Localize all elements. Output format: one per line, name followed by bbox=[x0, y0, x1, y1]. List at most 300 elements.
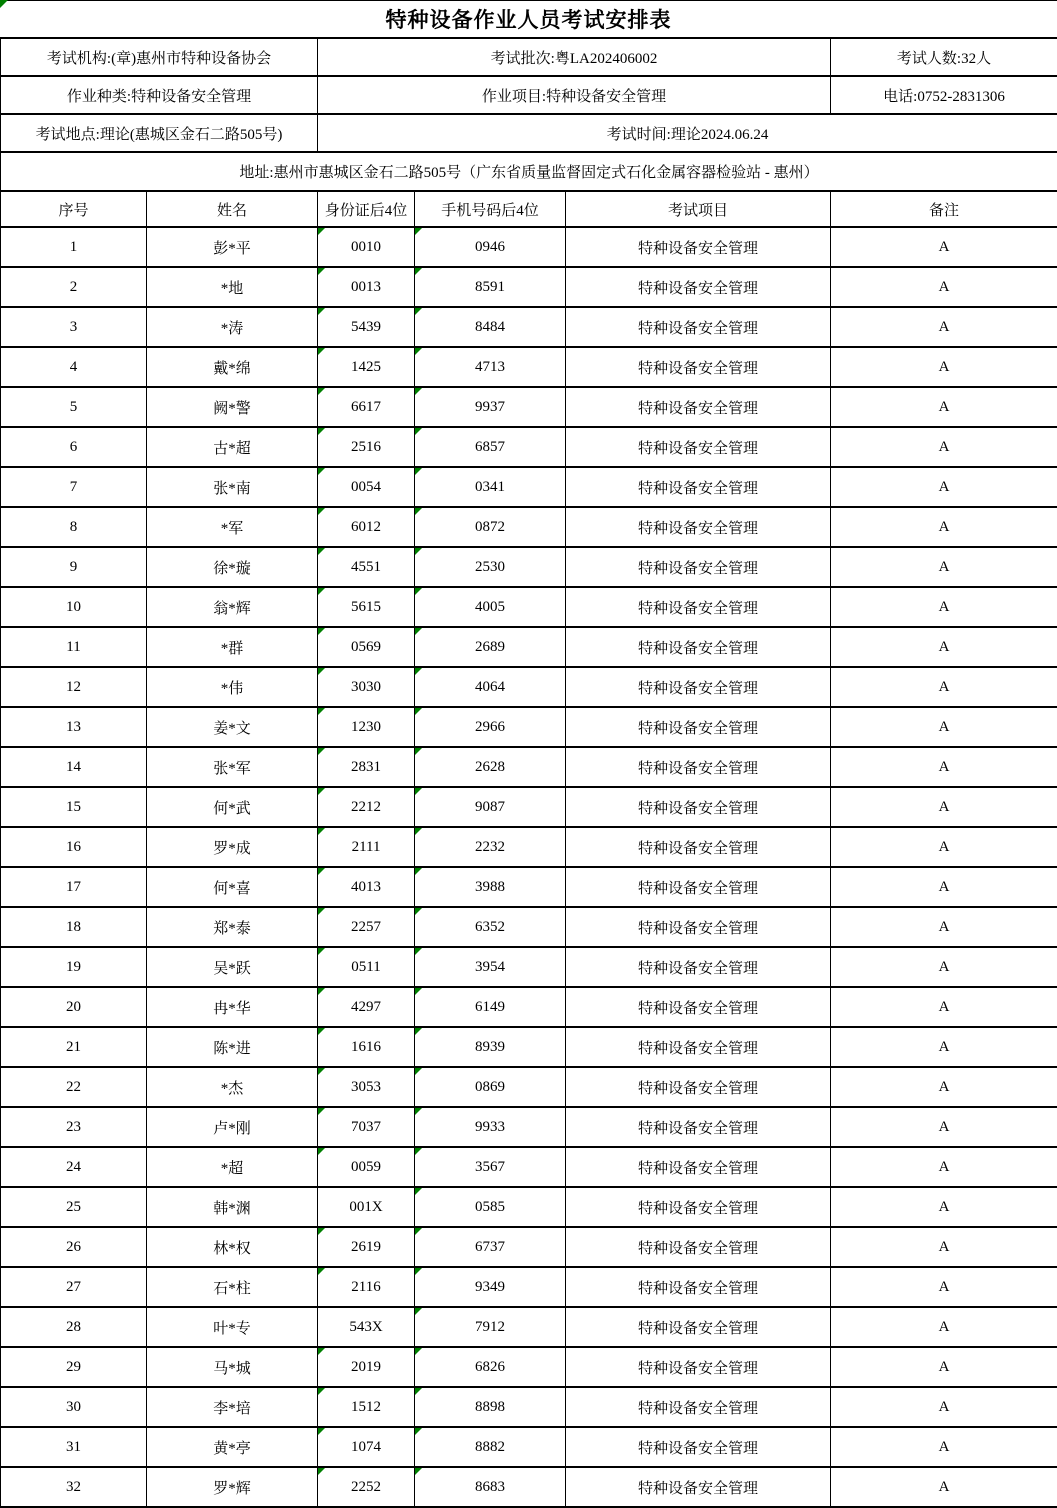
cell-remark: A bbox=[831, 1307, 1057, 1347]
cell-exam-project: 特种设备安全管理 bbox=[566, 1427, 831, 1467]
cell-exam-project: 特种设备安全管理 bbox=[566, 867, 831, 907]
number-stored-as-text-icon bbox=[318, 908, 325, 915]
address-row bbox=[1, 152, 1057, 191]
cell-name: 罗*成 bbox=[147, 827, 318, 867]
cell-phone-last4: 8591 bbox=[415, 267, 566, 307]
cell-remark: A bbox=[831, 427, 1057, 467]
cell-name: 吴*跃 bbox=[147, 947, 318, 987]
cell-phone-last4: 3567 bbox=[415, 1147, 566, 1187]
cell-name: 姜*文 bbox=[147, 707, 318, 747]
number-stored-as-text-icon bbox=[318, 948, 325, 955]
cell-phone-last4: 7912 bbox=[415, 1307, 566, 1347]
cell-remark: A bbox=[831, 467, 1057, 507]
cell-exam-project: 特种设备安全管理 bbox=[566, 267, 831, 307]
number-stored-as-text-icon bbox=[318, 228, 325, 235]
cell-exam-project: 特种设备安全管理 bbox=[566, 1387, 831, 1427]
cell-id-last4: 3053 bbox=[318, 1067, 415, 1107]
number-stored-as-text-icon bbox=[415, 868, 422, 875]
table-row bbox=[1, 1027, 1057, 1067]
cell-exam-project: 特种设备安全管理 bbox=[566, 947, 831, 987]
cell-id-last4: 2619 bbox=[318, 1227, 415, 1267]
cell-id-last4: 1074 bbox=[318, 1427, 415, 1467]
number-stored-as-text-icon bbox=[318, 1028, 325, 1035]
number-stored-as-text-icon bbox=[415, 1428, 422, 1435]
table-row bbox=[1, 627, 1057, 667]
cell-remark: A bbox=[831, 1027, 1057, 1067]
number-stored-as-text-icon bbox=[415, 1068, 422, 1075]
cell-serial: 5 bbox=[1, 387, 147, 427]
cell-phone-last4: 4005 bbox=[415, 587, 566, 627]
cell-phone-last4: 8484 bbox=[415, 307, 566, 347]
cell-serial: 2 bbox=[1, 267, 147, 307]
cell-serial: 3 bbox=[1, 307, 147, 347]
number-stored-as-text-icon bbox=[318, 988, 325, 995]
info-row-1 bbox=[1, 38, 1057, 76]
cell-name: 徐*璇 bbox=[147, 547, 318, 587]
table-row bbox=[1, 347, 1057, 387]
table-row bbox=[1, 707, 1057, 747]
cell-remark: A bbox=[831, 827, 1057, 867]
cell-remark: A bbox=[831, 1227, 1057, 1267]
cell-id-last4: 4013 bbox=[318, 867, 415, 907]
phone-number: 电话:0752-2831306 bbox=[831, 76, 1057, 114]
cell-name: 罗*辉 bbox=[147, 1467, 318, 1507]
table-row bbox=[1, 1267, 1057, 1307]
cell-serial: 30 bbox=[1, 1387, 147, 1427]
cell-phone-last4: 6857 bbox=[415, 427, 566, 467]
cell-id-last4: 7037 bbox=[318, 1107, 415, 1147]
number-stored-as-text-icon bbox=[318, 1148, 325, 1155]
cell-name: 彭*平 bbox=[147, 227, 318, 267]
table-row bbox=[1, 867, 1057, 907]
cell-id-last4: 0059 bbox=[318, 1147, 415, 1187]
cell-serial: 17 bbox=[1, 867, 147, 907]
cell-id-last4: 4297 bbox=[318, 987, 415, 1027]
number-stored-as-text-icon bbox=[318, 428, 325, 435]
cell-exam-project: 特种设备安全管理 bbox=[566, 467, 831, 507]
cell-exam-project: 特种设备安全管理 bbox=[566, 627, 831, 667]
number-stored-as-text-icon bbox=[415, 1348, 422, 1355]
cell-exam-project: 特种设备安全管理 bbox=[566, 1347, 831, 1387]
work-type: 作业种类:特种设备安全管理 bbox=[1, 76, 318, 114]
number-stored-as-text-icon bbox=[415, 548, 422, 555]
cell-exam-project: 特种设备安全管理 bbox=[566, 787, 831, 827]
cell-serial: 22 bbox=[1, 1067, 147, 1107]
number-stored-as-text-icon bbox=[415, 308, 422, 315]
cell-remark: A bbox=[831, 947, 1057, 987]
table-row bbox=[1, 1427, 1057, 1467]
number-stored-as-text-icon bbox=[415, 1468, 422, 1475]
cell-serial: 25 bbox=[1, 1187, 147, 1227]
table-row bbox=[1, 267, 1057, 307]
number-stored-as-text-icon bbox=[415, 788, 422, 795]
cell-exam-project: 特种设备安全管理 bbox=[566, 227, 831, 267]
number-stored-as-text-icon bbox=[415, 668, 422, 675]
cell-name: 卢*刚 bbox=[147, 1107, 318, 1147]
table-row bbox=[1, 547, 1057, 587]
table-row bbox=[1, 307, 1057, 347]
number-stored-as-text-icon bbox=[318, 468, 325, 475]
page-title: 特种设备作业人员考试安排表 bbox=[0, 0, 1057, 37]
exam-schedule-table bbox=[0, 37, 1057, 1508]
cell-phone-last4: 0946 bbox=[415, 227, 566, 267]
cell-phone-last4: 3988 bbox=[415, 867, 566, 907]
cell-serial: 27 bbox=[1, 1267, 147, 1307]
cell-name: *军 bbox=[147, 507, 318, 547]
cell-exam-project: 特种设备安全管理 bbox=[566, 587, 831, 627]
cell-exam-project: 特种设备安全管理 bbox=[566, 307, 831, 347]
cell-remark: A bbox=[831, 387, 1057, 427]
cell-serial: 4 bbox=[1, 347, 147, 387]
cell-name: 古*超 bbox=[147, 427, 318, 467]
cell-serial: 8 bbox=[1, 507, 147, 547]
table-row bbox=[1, 1347, 1057, 1387]
cell-serial: 32 bbox=[1, 1467, 147, 1507]
cell-id-last4: 3030 bbox=[318, 667, 415, 707]
number-stored-as-text-icon bbox=[318, 508, 325, 515]
number-stored-as-text-icon bbox=[318, 788, 325, 795]
cell-phone-last4: 9933 bbox=[415, 1107, 566, 1147]
number-stored-as-text-icon bbox=[415, 948, 422, 955]
table-row bbox=[1, 747, 1057, 787]
cell-id-last4: 2516 bbox=[318, 427, 415, 467]
cell-remark: A bbox=[831, 307, 1057, 347]
number-stored-as-text-icon bbox=[318, 1228, 325, 1235]
cell-id-last4: 2019 bbox=[318, 1347, 415, 1387]
cell-phone-last4: 8683 bbox=[415, 1467, 566, 1507]
cell-serial: 20 bbox=[1, 987, 147, 1027]
cell-id-last4: 1425 bbox=[318, 347, 415, 387]
cell-serial: 26 bbox=[1, 1227, 147, 1267]
number-stored-as-text-icon bbox=[318, 348, 325, 355]
table-header-row bbox=[1, 191, 1057, 227]
number-stored-as-text-icon bbox=[318, 268, 325, 275]
number-stored-as-text-icon bbox=[415, 1108, 422, 1115]
table-row bbox=[1, 587, 1057, 627]
table-row bbox=[1, 907, 1057, 947]
cell-serial: 14 bbox=[1, 747, 147, 787]
cell-remark: A bbox=[831, 1107, 1057, 1147]
table-row bbox=[1, 1107, 1057, 1147]
info-row-3 bbox=[1, 114, 1057, 152]
cell-name: *涛 bbox=[147, 307, 318, 347]
table-row bbox=[1, 787, 1057, 827]
cell-name: 石*柱 bbox=[147, 1267, 318, 1307]
cell-id-last4: 2257 bbox=[318, 907, 415, 947]
number-stored-as-text-icon bbox=[415, 588, 422, 595]
table-row bbox=[1, 507, 1057, 547]
cell-remark: A bbox=[831, 907, 1057, 947]
number-stored-as-text-icon bbox=[318, 388, 325, 395]
cell-id-last4: 6617 bbox=[318, 387, 415, 427]
cell-id-last4: 2831 bbox=[318, 747, 415, 787]
sheet-corner-green-triangle-icon bbox=[0, 0, 8, 8]
cell-remark: A bbox=[831, 1267, 1057, 1307]
cell-serial: 21 bbox=[1, 1027, 147, 1067]
table-row bbox=[1, 1227, 1057, 1267]
cell-name: 戴*绵 bbox=[147, 347, 318, 387]
cell-id-last4: 2116 bbox=[318, 1267, 415, 1307]
number-stored-as-text-icon bbox=[415, 1028, 422, 1035]
cell-exam-project: 特种设备安全管理 bbox=[566, 747, 831, 787]
exam-time: 考试时间:理论2024.06.24 bbox=[318, 114, 1057, 152]
table-row bbox=[1, 467, 1057, 507]
cell-remark: A bbox=[831, 1067, 1057, 1107]
table-row bbox=[1, 1187, 1057, 1227]
header-id-last4: 身份证后4位 bbox=[318, 191, 415, 227]
cell-name: 郑*泰 bbox=[147, 907, 318, 947]
number-stored-as-text-icon bbox=[415, 428, 422, 435]
cell-phone-last4: 0869 bbox=[415, 1067, 566, 1107]
cell-exam-project: 特种设备安全管理 bbox=[566, 1467, 831, 1507]
table-row bbox=[1, 667, 1057, 707]
number-stored-as-text-icon bbox=[415, 628, 422, 635]
cell-name: *地 bbox=[147, 267, 318, 307]
number-stored-as-text-icon bbox=[318, 708, 325, 715]
cell-remark: A bbox=[831, 867, 1057, 907]
cell-remark: A bbox=[831, 1387, 1057, 1427]
cell-phone-last4: 4713 bbox=[415, 347, 566, 387]
cell-id-last4: 1512 bbox=[318, 1387, 415, 1427]
cell-phone-last4: 2966 bbox=[415, 707, 566, 747]
cell-name: 叶*专 bbox=[147, 1307, 318, 1347]
cell-id-last4: 0013 bbox=[318, 267, 415, 307]
cell-phone-last4: 2689 bbox=[415, 627, 566, 667]
cell-phone-last4: 2232 bbox=[415, 827, 566, 867]
cell-name: *超 bbox=[147, 1147, 318, 1187]
cell-name: 张*南 bbox=[147, 467, 318, 507]
number-stored-as-text-icon bbox=[415, 1388, 422, 1395]
cell-phone-last4: 9937 bbox=[415, 387, 566, 427]
cell-id-last4: 1616 bbox=[318, 1027, 415, 1067]
cell-serial: 15 bbox=[1, 787, 147, 827]
cell-phone-last4: 6149 bbox=[415, 987, 566, 1027]
cell-serial: 9 bbox=[1, 547, 147, 587]
cell-exam-project: 特种设备安全管理 bbox=[566, 1107, 831, 1147]
number-stored-as-text-icon bbox=[415, 388, 422, 395]
cell-id-last4: 5439 bbox=[318, 307, 415, 347]
number-stored-as-text-icon bbox=[415, 1308, 422, 1315]
cell-remark: A bbox=[831, 587, 1057, 627]
number-stored-as-text-icon bbox=[318, 868, 325, 875]
cell-serial: 29 bbox=[1, 1347, 147, 1387]
cell-phone-last4: 9349 bbox=[415, 1267, 566, 1307]
number-stored-as-text-icon bbox=[318, 1068, 325, 1075]
table-row bbox=[1, 1147, 1057, 1187]
cell-remark: A bbox=[831, 987, 1057, 1027]
cell-exam-project: 特种设备安全管理 bbox=[566, 347, 831, 387]
cell-serial: 19 bbox=[1, 947, 147, 987]
exam-table-body bbox=[1, 227, 1057, 1507]
number-stored-as-text-icon bbox=[415, 828, 422, 835]
number-stored-as-text-icon bbox=[415, 748, 422, 755]
cell-phone-last4: 2530 bbox=[415, 547, 566, 587]
header-phone-last4: 手机号码后4位 bbox=[415, 191, 566, 227]
cell-name: 冉*华 bbox=[147, 987, 318, 1027]
cell-name: 翁*辉 bbox=[147, 587, 318, 627]
cell-name: 林*权 bbox=[147, 1227, 318, 1267]
number-stored-as-text-icon bbox=[415, 268, 422, 275]
number-stored-as-text-icon bbox=[415, 1268, 422, 1275]
cell-id-last4: 0511 bbox=[318, 947, 415, 987]
cell-phone-last4: 6826 bbox=[415, 1347, 566, 1387]
cell-remark: A bbox=[831, 1427, 1057, 1467]
cell-id-last4: 6012 bbox=[318, 507, 415, 547]
cell-exam-project: 特种设备安全管理 bbox=[566, 1267, 831, 1307]
cell-phone-last4: 0585 bbox=[415, 1187, 566, 1227]
cell-exam-project: 特种设备安全管理 bbox=[566, 1187, 831, 1227]
number-stored-as-text-icon bbox=[415, 908, 422, 915]
work-project: 作业项目:特种设备安全管理 bbox=[318, 76, 831, 114]
cell-serial: 12 bbox=[1, 667, 147, 707]
cell-exam-project: 特种设备安全管理 bbox=[566, 707, 831, 747]
table-row bbox=[1, 1387, 1057, 1427]
cell-phone-last4: 0341 bbox=[415, 467, 566, 507]
cell-remark: A bbox=[831, 347, 1057, 387]
cell-exam-project: 特种设备安全管理 bbox=[566, 1147, 831, 1187]
cell-phone-last4: 4064 bbox=[415, 667, 566, 707]
exam-organization: 考试机构:(章)惠州市特种设备协会 bbox=[1, 38, 318, 76]
number-stored-as-text-icon bbox=[318, 1108, 325, 1115]
cell-serial: 6 bbox=[1, 427, 147, 467]
cell-name: 何*喜 bbox=[147, 867, 318, 907]
cell-id-last4: 001X bbox=[318, 1187, 415, 1227]
number-stored-as-text-icon bbox=[318, 1428, 325, 1435]
cell-serial: 13 bbox=[1, 707, 147, 747]
cell-name: 何*武 bbox=[147, 787, 318, 827]
table-row bbox=[1, 827, 1057, 867]
cell-exam-project: 特种设备安全管理 bbox=[566, 1227, 831, 1267]
cell-exam-project: 特种设备安全管理 bbox=[566, 1027, 831, 1067]
cell-serial: 18 bbox=[1, 907, 147, 947]
number-stored-as-text-icon bbox=[415, 468, 422, 475]
table-row bbox=[1, 1467, 1057, 1507]
cell-exam-project: 特种设备安全管理 bbox=[566, 907, 831, 947]
number-stored-as-text-icon bbox=[318, 1348, 325, 1355]
cell-id-last4: 0054 bbox=[318, 467, 415, 507]
cell-remark: A bbox=[831, 1147, 1057, 1187]
header-serial: 序号 bbox=[1, 191, 147, 227]
header-remark: 备注 bbox=[831, 191, 1057, 227]
table-row bbox=[1, 427, 1057, 467]
cell-name: 黄*亭 bbox=[147, 1427, 318, 1467]
cell-phone-last4: 0872 bbox=[415, 507, 566, 547]
number-stored-as-text-icon bbox=[415, 708, 422, 715]
cell-exam-project: 特种设备安全管理 bbox=[566, 667, 831, 707]
exam-address: 地址:惠州市惠城区金石二路505号（广东省质量监督固定式石化金属容器检验站 - 惠州） bbox=[1, 152, 1057, 191]
number-stored-as-text-icon bbox=[318, 828, 325, 835]
exam-headcount: 考试人数:32人 bbox=[831, 38, 1057, 76]
cell-id-last4: 2111 bbox=[318, 827, 415, 867]
cell-id-last4: 0569 bbox=[318, 627, 415, 667]
cell-phone-last4: 8898 bbox=[415, 1387, 566, 1427]
cell-phone-last4: 6352 bbox=[415, 907, 566, 947]
cell-serial: 16 bbox=[1, 827, 147, 867]
table-row bbox=[1, 947, 1057, 987]
number-stored-as-text-icon bbox=[415, 1228, 422, 1235]
number-stored-as-text-icon bbox=[415, 1148, 422, 1155]
number-stored-as-text-icon bbox=[318, 748, 325, 755]
cell-remark: A bbox=[831, 1467, 1057, 1507]
cell-exam-project: 特种设备安全管理 bbox=[566, 427, 831, 467]
number-stored-as-text-icon bbox=[318, 1268, 325, 1275]
cell-serial: 10 bbox=[1, 587, 147, 627]
cell-remark: A bbox=[831, 1347, 1057, 1387]
cell-remark: A bbox=[831, 227, 1057, 267]
cell-exam-project: 特种设备安全管理 bbox=[566, 1307, 831, 1347]
table-row bbox=[1, 1067, 1057, 1107]
cell-id-last4: 5615 bbox=[318, 587, 415, 627]
exam-batch: 考试批次:粤LA202406002 bbox=[318, 38, 831, 76]
cell-phone-last4: 8882 bbox=[415, 1427, 566, 1467]
cell-id-last4: 2212 bbox=[318, 787, 415, 827]
number-stored-as-text-icon bbox=[318, 588, 325, 595]
table-row bbox=[1, 1307, 1057, 1347]
cell-exam-project: 特种设备安全管理 bbox=[566, 507, 831, 547]
cell-name: 韩*渊 bbox=[147, 1187, 318, 1227]
cell-id-last4: 2252 bbox=[318, 1467, 415, 1507]
cell-id-last4: 0010 bbox=[318, 227, 415, 267]
cell-serial: 7 bbox=[1, 467, 147, 507]
header-exam-project: 考试项目 bbox=[566, 191, 831, 227]
cell-serial: 31 bbox=[1, 1427, 147, 1467]
cell-name: 李*培 bbox=[147, 1387, 318, 1427]
cell-name: *杰 bbox=[147, 1067, 318, 1107]
cell-name: 张*军 bbox=[147, 747, 318, 787]
cell-phone-last4: 2628 bbox=[415, 747, 566, 787]
number-stored-as-text-icon bbox=[415, 228, 422, 235]
exam-location: 考试地点:理论(惠城区金石二路505号) bbox=[1, 114, 318, 152]
table-row bbox=[1, 227, 1057, 267]
cell-phone-last4: 8939 bbox=[415, 1027, 566, 1067]
cell-remark: A bbox=[831, 267, 1057, 307]
cell-phone-last4: 6737 bbox=[415, 1227, 566, 1267]
cell-name: *群 bbox=[147, 627, 318, 667]
number-stored-as-text-icon bbox=[318, 548, 325, 555]
number-stored-as-text-icon bbox=[318, 628, 325, 635]
number-stored-as-text-icon bbox=[318, 308, 325, 315]
table-row bbox=[1, 387, 1057, 427]
header-name: 姓名 bbox=[147, 191, 318, 227]
number-stored-as-text-icon bbox=[415, 1188, 422, 1195]
cell-phone-last4: 9087 bbox=[415, 787, 566, 827]
cell-exam-project: 特种设备安全管理 bbox=[566, 987, 831, 1027]
cell-name: 阙*警 bbox=[147, 387, 318, 427]
cell-exam-project: 特种设备安全管理 bbox=[566, 387, 831, 427]
number-stored-as-text-icon bbox=[318, 1468, 325, 1475]
cell-name: 马*城 bbox=[147, 1347, 318, 1387]
cell-serial: 24 bbox=[1, 1147, 147, 1187]
cell-name: *伟 bbox=[147, 667, 318, 707]
number-stored-as-text-icon bbox=[415, 508, 422, 515]
cell-remark: A bbox=[831, 547, 1057, 587]
cell-serial: 28 bbox=[1, 1307, 147, 1347]
cell-name: 陈*进 bbox=[147, 1027, 318, 1067]
cell-serial: 23 bbox=[1, 1107, 147, 1147]
number-stored-as-text-icon bbox=[415, 348, 422, 355]
cell-remark: A bbox=[831, 707, 1057, 747]
cell-exam-project: 特种设备安全管理 bbox=[566, 1067, 831, 1107]
cell-exam-project: 特种设备安全管理 bbox=[566, 827, 831, 867]
cell-remark: A bbox=[831, 667, 1057, 707]
number-stored-as-text-icon bbox=[415, 988, 422, 995]
cell-id-last4: 4551 bbox=[318, 547, 415, 587]
cell-remark: A bbox=[831, 787, 1057, 827]
cell-serial: 1 bbox=[1, 227, 147, 267]
cell-phone-last4: 3954 bbox=[415, 947, 566, 987]
cell-remark: A bbox=[831, 747, 1057, 787]
cell-remark: A bbox=[831, 507, 1057, 547]
